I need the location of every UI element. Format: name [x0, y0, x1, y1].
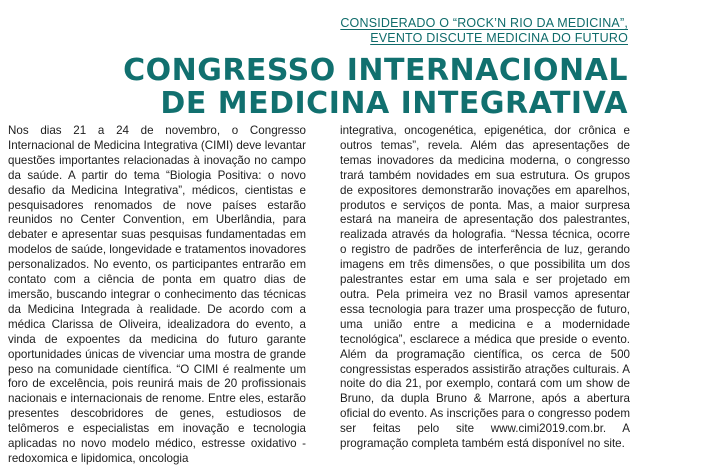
- kicker-line-2: EVENTO DISCUTE MEDICINA DO FUTURO: [370, 31, 628, 45]
- title-line-2: DE MEDICINA INTEGRATIVA: [160, 86, 628, 121]
- body-column-right: [340, 124, 630, 452]
- body-text-left: Nos dias 21 a 24 de novembro, o Congresso Internacional de Medicina Integrativa (CIMI) deve levantar questões importantes relacionadas à inovação no campo da saúde. A partir do tema “Biologia Positiva: o novo desafio da Medicina Integrativa”, médicos, cientistas e pesquisadores renomados de nove países estarão reunidos no Center Convention, em Uberlândia, para debater e apresentar suas pesquisas fundamentadas em modelos de saúde, longevidade e tratamentos inovadores personalizados. No evento, os participantes entrarão em contato com a ciência de ponta em quatro dias de imersão, buscando integrar o conhecimento das técnicas da Medicina Integrada à realidade. De acordo com a médica Clarissa de Oliveira, idealizadora do evento, a vinda de expoentes da medicina do futuro garante oportunidades únicas de vivenciar uma mostra de grande peso na comunidade científica. “O CIMI é realmente um foro de excelência, pois reunirá mais de 20 profissionais nacionais e internacionais de renome. Entre eles, estarão presentes descobridores de genes, estudiosos de telômeros e especialistas em inovação e tecnologia aplicadas no novo modelo médico, estresse oxidativo - redoxomica e lipidomica, oncologia: [8, 124, 306, 465]
- article-kicker: [208, 16, 628, 46]
- kicker-line-1: CONSIDERADO O “ROCK’N RIO DA MEDICINA”,: [340, 16, 628, 30]
- body-column-left: [8, 124, 306, 467]
- body-text-right: integrativa, oncogenética, epigenética, dor crônica e outros temas”, revela. Além das apresentações de temas inovadores da medicina moderna, o congresso trará também novidades em sua estrutura. Os grupos de expositores demonstrarão inovações em aparelhos, produtos e serviços de ponta. Mas, a maior surpresa estará na maneira de apresentação dos palestrantes, realizada através da holografia. “Nessa técnica, ocorre o registro de padrões de interferência de luz, gerando imagens em três dimensões, o que possibilita um dos palestrantes estar em uma sala e ser projetado em outra. Pela primeira vez no Brasil vamos apresentar essa tecnologia para trazer uma prospecção de futuro, uma união entre a medicina e a modernidade tecnológica”, esclarece a médica que preside o evento. Além da programação científica, os cerca de 500 congressistas esperados assistirão atrações culturais. A noite do dia 21, por exemplo, contará com um show de Bruno, da dupla Bruno & Marrone, após a abertura oficial do evento. As inscrições para o congresso podem ser feitas pelo site www.cimi2019.com.br. A programação completa também está disponível no site.: [340, 124, 630, 451]
- title-line-1: CONGRESSO INTERNACIONAL: [123, 53, 628, 88]
- article-title: [68, 54, 628, 120]
